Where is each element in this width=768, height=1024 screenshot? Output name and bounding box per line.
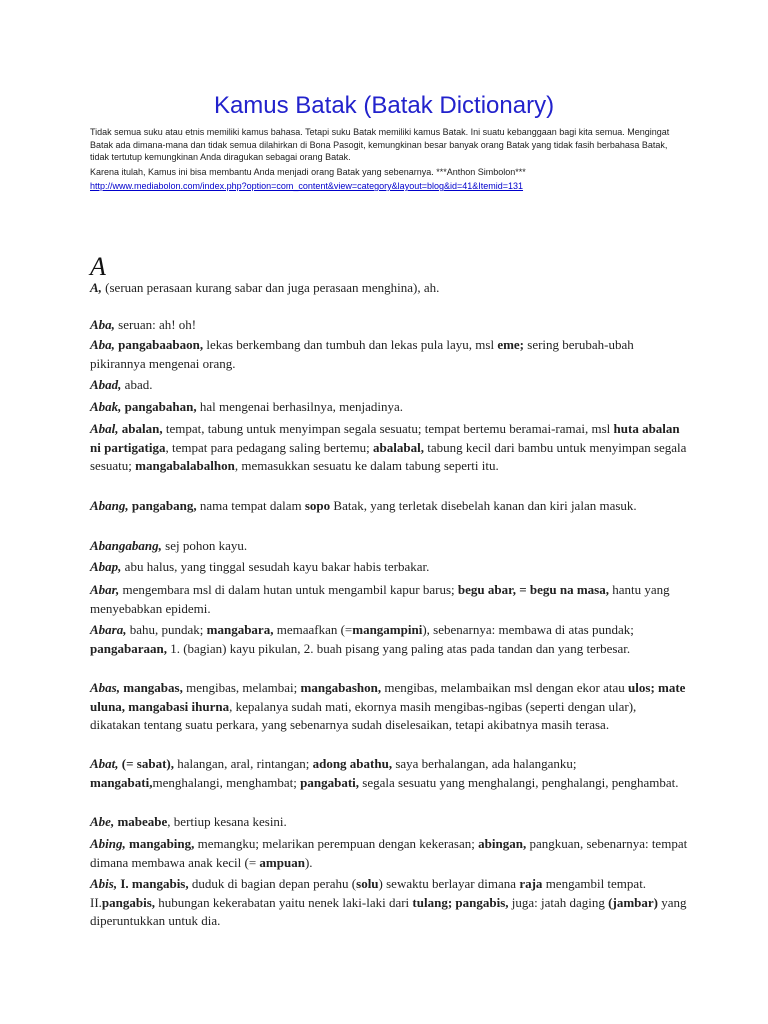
entry-text: saya berhalangan, ada halanganku; bbox=[392, 756, 577, 771]
entry-term: huta abalan ni partigatiga bbox=[90, 421, 680, 455]
entry-term: begu abar, = begu na masa, bbox=[457, 582, 609, 597]
entry-text: hantu yang menyebabkan epidemi. bbox=[90, 582, 670, 616]
dictionary-entry bbox=[90, 398, 690, 417]
entry-text: ). bbox=[304, 854, 313, 870]
entry-term: ampuan bbox=[259, 854, 305, 870]
entry-headword: A, bbox=[90, 280, 102, 295]
entry-term: pangabaraan, bbox=[90, 640, 167, 656]
entry-term: abalan, bbox=[121, 421, 163, 436]
entry-text: pangkuan, sebenarnya: tempat dimana membawa anak kecil (= bbox=[90, 836, 688, 870]
dictionary-entry bbox=[90, 420, 690, 476]
dictionary-entry bbox=[90, 558, 690, 577]
entry-text: , kepalanya sudah mati, ekornya masih mengibas-ngibas (seperti dengan ular), dikatakan tentang suatu perkara, yang sebenarnya sudah diselesaikan, tetapi akibatnya masih terasa. bbox=[90, 698, 637, 732]
entry-term: mangabati, bbox=[90, 774, 153, 790]
entry-text: sej pohon kayu. bbox=[161, 538, 248, 553]
entry-headword: Abad, bbox=[90, 377, 122, 392]
intro-paragraph: Karena itulah, Kamus ini bisa membantu Anda menjadi orang Batak yang sebenarnya. ***Anthon Simbolon*** bbox=[90, 166, 526, 177]
dictionary-entry bbox=[90, 537, 690, 556]
entry-headword: Abe, bbox=[90, 814, 115, 829]
entry-text: 1. (bagian) kayu pikulan, 2. buah pisang yang paling atas pada tandan dan yang terbesar. bbox=[166, 640, 631, 656]
entry-headword: Abak, bbox=[90, 399, 122, 414]
entry-term: pangabahan, bbox=[124, 399, 197, 414]
entry-text: abu halus, yang tinggal sesudah kayu bakar habis terbakar. bbox=[121, 559, 430, 574]
entry-term: mangabas, bbox=[123, 680, 183, 695]
entry-text: lekas berkembang dan tumbuh dan lekas pula layu, msl bbox=[203, 337, 498, 352]
entry-term: sopo bbox=[304, 498, 331, 513]
entry-term: I. mangabis, bbox=[120, 876, 189, 891]
entry-text: menghalangi, menghambat; bbox=[152, 774, 301, 790]
document-title: Kamus Batak (Batak Dictionary) bbox=[213, 92, 555, 119]
source-link[interactable]: http://www.mediabolon.com/index.php?option=com_content&view=category&layout=blog&id=41&Itemid=131 bbox=[90, 181, 524, 191]
dictionary-entry bbox=[90, 336, 690, 373]
entry-text: duduk di bagian depan perahu ( bbox=[188, 876, 357, 891]
entry-text: mengambil tempat. II. bbox=[90, 876, 647, 910]
entry-headword: Abas, bbox=[90, 680, 120, 695]
entry-headword: Abis, bbox=[90, 876, 118, 891]
entry-text: segala sesuatu yang menghalangi, penghalangi, penghambat. bbox=[359, 774, 679, 790]
entry-headword: Abara, bbox=[90, 622, 127, 637]
entry-term: raja bbox=[519, 876, 543, 891]
entry-text: nama tempat dalam bbox=[196, 498, 305, 513]
entry-text: memaafkan (= bbox=[273, 622, 353, 637]
dictionary-entry bbox=[90, 875, 690, 931]
entry-headword: Aba, bbox=[90, 317, 115, 332]
entry-text: bahu, pundak; bbox=[126, 622, 207, 637]
section-letter: A bbox=[90, 252, 106, 281]
entry-term: ulos; mate uluna, mangabasi ihurna bbox=[90, 680, 686, 714]
entry-headword: Abat, bbox=[90, 756, 119, 771]
intro-section bbox=[90, 126, 675, 195]
entry-term: (= sabat), bbox=[121, 756, 174, 771]
entry-headword: Abal, bbox=[90, 421, 119, 436]
entry-text: memangku; melarikan perempuan dengan kekerasan; bbox=[194, 836, 479, 851]
dictionary-entry bbox=[90, 279, 690, 298]
entry-text: , memasukkan sesuatu ke dalam tabung seperti itu. bbox=[234, 458, 499, 473]
entry-term: (jambar) bbox=[608, 894, 658, 910]
entry-text: yang diperuntukkan untuk dia. bbox=[90, 894, 687, 928]
dictionary-entry bbox=[90, 376, 690, 395]
entry-term: solu bbox=[356, 876, 379, 891]
entry-text: halangan, aral, rintangan; bbox=[173, 756, 313, 771]
entry-term: pangabang, bbox=[131, 498, 197, 513]
entry-text: ) sewaktu berlayar dimana bbox=[378, 876, 520, 891]
entry-text: hubungan kekerabatan yaitu nenek laki-laki dari bbox=[155, 894, 413, 910]
entry-term: mangabing, bbox=[129, 836, 195, 851]
entry-text: (seruan perasaan kurang sabar dan juga perasaan menghina), ah. bbox=[101, 280, 440, 295]
entry-term: adong abathu, bbox=[312, 756, 393, 771]
entry-text: seruan: ah! oh! bbox=[114, 317, 197, 332]
entry-headword: Abar, bbox=[90, 582, 120, 597]
entry-text: , bertiup kesana kesini. bbox=[167, 814, 287, 829]
entry-term: pangabis, bbox=[101, 894, 156, 910]
entry-headword: Abang, bbox=[90, 498, 129, 513]
entry-term: abingan, bbox=[478, 836, 527, 851]
entry-text: abad. bbox=[121, 377, 153, 392]
dictionary-entry bbox=[90, 497, 690, 516]
dictionary-entry bbox=[90, 316, 690, 335]
dictionary-entry bbox=[90, 835, 690, 872]
entry-text: tempat, tabung untuk menyimpan segala sesuatu; tempat bertemu beramai-ramai, msl bbox=[162, 421, 614, 436]
entry-text: ), sebenarnya: membawa di atas pundak; bbox=[422, 622, 634, 637]
entry-text: , tempat para pedagang saling bertemu; bbox=[165, 439, 374, 455]
entry-headword: Abing, bbox=[90, 836, 126, 851]
entry-term: mabeabe bbox=[117, 814, 168, 829]
entry-text: mengibas, melambaikan msl dengan ekor atau bbox=[381, 680, 629, 695]
dictionary-entry bbox=[90, 755, 690, 792]
entry-term: abalabal, bbox=[373, 439, 424, 455]
dictionary-entry bbox=[90, 581, 690, 618]
entry-text: juga: jatah daging bbox=[508, 894, 609, 910]
intro-paragraph: Tidak semua suku atau etnis memiliki kamus bahasa. Tetapi suku Batak memiliki kamus Batak. Ini suatu kebanggaan bagi kita semua. Mengingat Batak ada dimana-mana dan tidak semua dilahirkan di Bona Pasogit, kemungkinan besar banyak orang Batak yang tidak fasih berbahasa Batak, tidak tertutup kemungkinan Anda diragukan sebagai orang Batak. bbox=[90, 127, 670, 162]
entry-term: mangabara, bbox=[206, 622, 274, 637]
entry-term: eme; bbox=[497, 337, 525, 352]
entry-headword: Abangabang, bbox=[90, 538, 162, 553]
entry-term: tulang; pangabis, bbox=[412, 894, 509, 910]
entry-text: Batak, yang terletak disebelah kanan dan kiri jalan masuk. bbox=[330, 498, 637, 513]
dictionary-entry bbox=[90, 679, 690, 735]
entry-term: mangabashon, bbox=[300, 680, 382, 695]
entry-headword: Abap, bbox=[90, 559, 122, 574]
entry-text: mengembara msl di dalam hutan untuk mengambil kapur barus; bbox=[119, 582, 458, 597]
entry-text: hal mengenai berhasilnya, menjadinya. bbox=[196, 399, 404, 414]
entry-text: mengibas, melambai; bbox=[182, 680, 301, 695]
entry-text: tabung kecil dari bambu untuk menyimpan segala sesuatu; bbox=[90, 439, 687, 473]
entry-term: mangabalabalhon bbox=[135, 458, 235, 473]
dictionary-entry bbox=[90, 813, 690, 832]
entry-term: pangabaabaon, bbox=[118, 337, 204, 352]
entry-term: mangampini bbox=[352, 622, 423, 637]
dictionary-entry bbox=[90, 621, 690, 658]
entry-term: pangabati, bbox=[300, 774, 360, 790]
entry-headword: Aba, bbox=[90, 337, 115, 352]
entry-text: sering berubah-ubah pikirannya mengenai orang. bbox=[90, 337, 634, 371]
